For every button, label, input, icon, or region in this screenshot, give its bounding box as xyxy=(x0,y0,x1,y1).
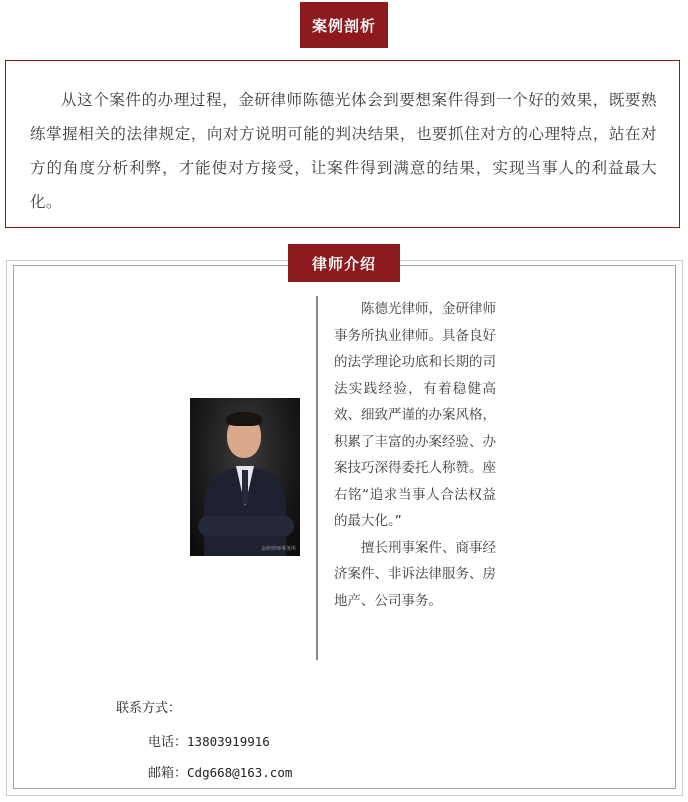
contact-heading: 联系方式： xyxy=(116,701,182,716)
photo-hair xyxy=(226,412,262,426)
bio-divider-line xyxy=(316,296,318,660)
contact-phone-row xyxy=(148,731,270,750)
case-analysis-box xyxy=(5,60,680,228)
phone-number[interactable]: 13803919916 xyxy=(187,734,270,749)
photo-arms xyxy=(198,516,294,536)
contact-email-row xyxy=(148,762,292,781)
bio-paragraph-2: 擅长刑事案件、商事经济案件、非诉法律服务、房地产、公司事务。 xyxy=(334,539,496,609)
lawyer-bio xyxy=(334,296,496,614)
email-label: 邮箱： xyxy=(148,766,188,781)
photo-watermark: 金研律师事务所 xyxy=(260,546,296,552)
section-title-lawyer-intro: 律师介绍 xyxy=(288,244,400,282)
phone-label: 电话： xyxy=(148,735,188,750)
photo-tie xyxy=(242,470,248,504)
case-analysis-text: 从这个案件的办理过程，金研律师陈德光体会到要想案件得到一个好的效果，既要熟练掌握相关的法律规定，向对方说明可能的判决结果，也要抓住对方的心理特点，站在对方的角度分析利弊，才能使对方接受，让案件得到满意的结果，实现当事人的利益最大化。 xyxy=(30,91,657,211)
email-address[interactable]: Cdg668@163.com xyxy=(187,765,293,780)
section-title-case-analysis: 案例剖析 xyxy=(300,2,388,48)
lawyer-photo xyxy=(190,398,300,556)
bio-paragraph-1: 陈德光律师，金研律师事务所执业律师。具备良好的法学理论功底和长期的司法实践经验，有着稳健高效、细致严谨的办案风格，积累了丰富的办案经验、办案技巧深得委托人称赞。座右铭“追求当事人合法权益的最大化。” xyxy=(334,301,496,529)
